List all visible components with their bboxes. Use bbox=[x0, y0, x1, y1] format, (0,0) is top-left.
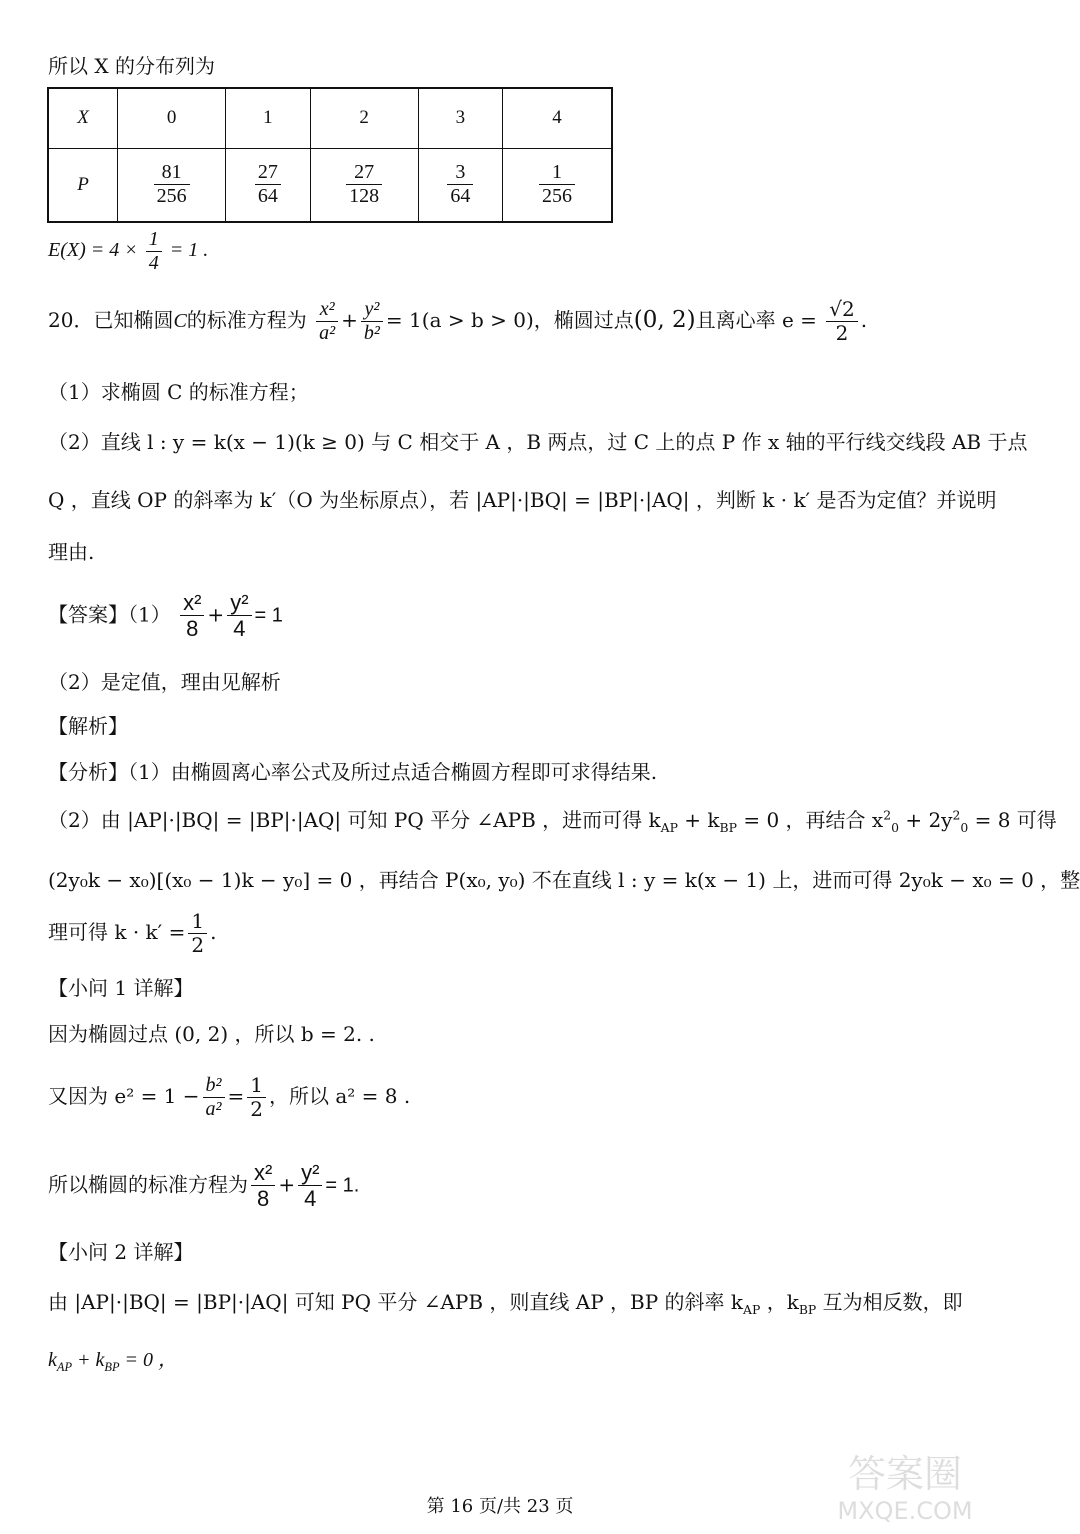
page-footer: 第 16 页/共 23 页 bbox=[426, 1496, 574, 1517]
analysis-heading: 【解析】 bbox=[48, 714, 128, 738]
table-header-x: X bbox=[48, 88, 118, 148]
table-cell: $\frac{27}{64}$ bbox=[226, 148, 310, 222]
table-cell: 2 bbox=[310, 88, 418, 148]
detail-2-line1: 由 |AP|·|BQ| = |BP|·|AQ| 可知 PQ 平分 ∠APB ，则直线 AP ，BP 的斜率 $k_{AP}$ ，$k_{BP}$ 互为相反数，即 bbox=[48, 1290, 963, 1317]
question-20: 20．已知椭圆C的标准方程为 $\frac{\text{x²}}{\text{a²}}$ + $\frac{\text{y²}}{\text{b²}}$ = 1(a > b > 0)，椭圆过点(0, 2)且离心率 e = $\frac{√2}{2}$ . bbox=[48, 297, 868, 345]
table-cell: 3 bbox=[418, 88, 502, 148]
distribution-table bbox=[47, 87, 613, 223]
table-cell: 0 bbox=[118, 88, 226, 148]
part1-question: （1）求椭圆 C 的标准方程； bbox=[48, 380, 309, 404]
detail-2-heading: 【小问 2 详解】 bbox=[48, 1240, 194, 1264]
table-cell: $\frac{27}{128}$ bbox=[310, 148, 418, 222]
table-cell: $\frac{1}{256}$ bbox=[503, 148, 613, 222]
detail-1-line3: 所以椭圆的标准方程为 $\frac{\text{x²}}{8}$ + $\frac{\text{y²}}{4}$ = 1. bbox=[48, 1160, 360, 1212]
table-header-p: P bbox=[48, 148, 118, 222]
table-cell: 4 bbox=[503, 88, 613, 148]
answer-line: 【答案】（1） $\frac{\text{x²}}{8}$ + $\frac{\text{y²}}{4}$ = 1 bbox=[48, 590, 283, 642]
table-row-x bbox=[48, 88, 612, 148]
table-cell: $\frac{3}{64}$ bbox=[418, 148, 502, 222]
table-cell: 1 bbox=[226, 88, 310, 148]
analysis-part2-line3: 理可得 k · k′ = $\frac{1}{2}$ . bbox=[48, 909, 217, 957]
analysis-part2-line1: （2）由 |AP|·|BQ| = |BP|·|AQ| 可知 PQ 平分 ∠APB ，进而可得 $k_{AP} + k_{BP} = 0$ ，再结合 $x^2_0 + 2y^2_0 = 8$ 可得 bbox=[48, 807, 1057, 835]
intro-line: 所以 X 的分布列为 bbox=[48, 54, 215, 78]
svg-text:MXQE.COM: MXQE.COM bbox=[837, 1497, 973, 1525]
table-cell: $\frac{81}{256}$ bbox=[118, 148, 226, 222]
expectation-line: E(X) = 4 × $\frac{1}{4}$ = 1 . bbox=[48, 228, 209, 274]
analysis-part1: 【分析】（1）由椭圆离心率公式及所过点适合椭圆方程即可求得结果. bbox=[48, 760, 658, 784]
answer-part2: （2）是定值，理由见解析 bbox=[48, 670, 281, 694]
part2-question-line3: 理由. bbox=[48, 540, 95, 564]
detail-1-line2: 又因为 e² = 1 − $\frac{\text{b²}}{\text{a²}}$ = $\frac{1}{2}$ ，所以 a² = 8 . bbox=[48, 1073, 411, 1121]
detail-1-heading: 【小问 1 详解】 bbox=[48, 976, 194, 1000]
part2-question-line1: （2）直线 l : y = k(x − 1)(k ≥ 0) 与 C 相交于 A ，B 两点，过 C 上的点 P 作 x 轴的平行线交线段 AB 于点 bbox=[48, 430, 1028, 454]
part2-question-line2: Q ，直线 OP 的斜率为 k′（O 为坐标原点），若 |AP|·|BQ| = |BP|·|AQ| ，判断 k · k′ 是否为定值？并说明 bbox=[48, 488, 997, 512]
table-row-p bbox=[48, 148, 612, 222]
detail-2-line2: $k_{AP} + k_{BP} = 0$ ， bbox=[48, 1349, 179, 1374]
analysis-part2-line2: (2y₀k − x₀)[(x₀ − 1)k − y₀] = 0 ，再结合 P(x₀, y₀) 不在直线 l : y = k(x − 1) 上，进而可得 2y₀k − x₀ = 0 ，整 bbox=[48, 868, 1080, 892]
svg-text:答案圈: 答案圈 bbox=[847, 1452, 963, 1496]
detail-1-line1: 因为椭圆过点 (0, 2) ，所以 b = 2. . bbox=[48, 1022, 375, 1046]
